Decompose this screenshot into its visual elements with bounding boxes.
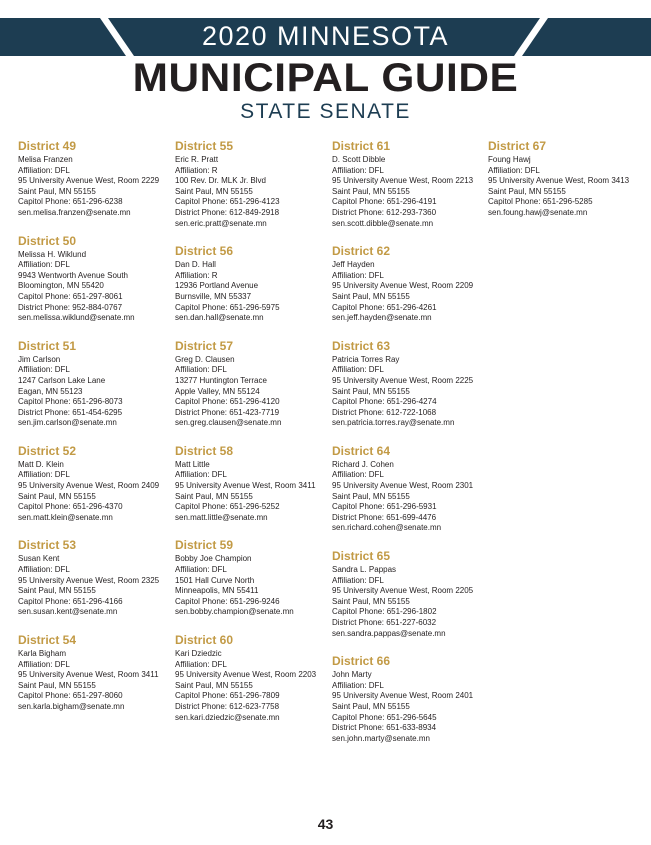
contact-line: Capitol Phone: 651-296-4274 (332, 397, 437, 407)
district-entry (175, 139, 325, 229)
senator-name: Matt Little (175, 459, 210, 469)
contact-line: Affiliation: DFL (332, 165, 384, 175)
contact-line: Saint Paul, MN 55155 (332, 596, 410, 606)
senator-email[interactable]: sen.kari.dziedzic@senate.mn (175, 712, 280, 722)
contact-line: Capitol Phone: 651-296-8073 (18, 397, 123, 407)
contact-line: Saint Paul, MN 55155 (332, 186, 410, 196)
directory-column (332, 139, 482, 759)
senator-name: Melisa Franzen (18, 155, 73, 164)
contact-line: Capitol Phone: 651-296-4261 (332, 302, 437, 312)
contact-line: 95 University Avenue West, Room 2229 (18, 176, 160, 186)
contact-line: Capitol Phone: 651-296-5931 (332, 502, 437, 512)
contact-line: Affiliation: DFL (18, 659, 70, 669)
district-entry (332, 654, 482, 744)
senator-name: Karla Bigham (18, 649, 67, 658)
senator-name: Jim Carlson (18, 354, 61, 364)
contact-line: 95 University Avenue West, Room 2213 (332, 176, 474, 186)
district-entry (175, 538, 325, 618)
contact-line: 95 University Avenue West, Room 2401 (332, 691, 474, 701)
district-heading: District 59 (175, 538, 234, 553)
contact-line: 95 University Avenue West, Room 2209 (332, 281, 474, 291)
senator-name: Matt D. Klein (18, 459, 64, 469)
contact-line: Saint Paul, MN 55155 (332, 491, 410, 501)
contact-line: Capitol Phone: 651-296-6238 (18, 197, 123, 207)
senator-email[interactable]: sen.greg.clausen@senate.mn (175, 418, 282, 428)
district-heading: District 54 (18, 633, 77, 647)
contact-line: 95 University Avenue West, Room 2409 (18, 481, 160, 491)
contact-line: Affiliation: DFL (18, 365, 70, 375)
contact-line: 1501 Hall Curve North (175, 575, 255, 585)
contact-line: District Phone: 651-423-7719 (175, 407, 280, 417)
contact-line: 13277 Huntington Terrace (175, 375, 267, 385)
contact-line: District Phone: 651-633-8934 (332, 723, 437, 733)
directory-column (175, 139, 325, 738)
contact-line: Capitol Phone: 651-296-5975 (175, 302, 280, 312)
senator-email[interactable]: sen.foung.hawj@senate.mn (488, 207, 588, 217)
senator-name: Greg D. Clausen (175, 354, 235, 364)
contact-line: 12936 Portland Avenue (175, 281, 259, 291)
contact-line: District Phone: 612-722-1068 (332, 407, 437, 417)
district-heading: District 67 (488, 139, 547, 153)
contact-line: District Phone: 651-699-4476 (332, 512, 437, 522)
contact-line: Affiliation: DFL (18, 260, 70, 270)
senator-email[interactable]: sen.john.marty@senate.mn (332, 733, 430, 743)
contact-line: Capitol Phone: 651-296-1802 (332, 607, 437, 617)
contact-line: Saint Paul, MN 55155 (488, 186, 566, 196)
contact-line: Affiliation: DFL (488, 165, 540, 175)
senator-email[interactable]: sen.jim.carlson@senate.mn (18, 418, 117, 428)
directory-column (18, 139, 168, 728)
contact-line: Saint Paul, MN 55155 (175, 680, 253, 690)
contact-line: 95 University Avenue West, Room 2225 (332, 375, 474, 385)
senator-name: Kari Dziedzic (175, 649, 222, 658)
district-entry (175, 339, 325, 429)
district-heading: District 63 (332, 338, 391, 353)
senator-email[interactable]: sen.melissa.wiklund@senate.mn (18, 313, 135, 323)
contact-line: Saint Paul, MN 55155 (18, 680, 96, 690)
senator-email[interactable]: sen.melisa.franzen@senate.mn (18, 207, 131, 217)
contact-line: Affiliation: R (175, 270, 218, 280)
senator-name: Melissa H. Wiklund (18, 249, 87, 259)
contact-line: Capitol Phone: 651-296-4120 (175, 397, 280, 407)
district-heading: District 61 (332, 139, 391, 153)
contact-line: Saint Paul, MN 55155 (175, 186, 253, 196)
contact-line: Capitol Phone: 651-296-9246 (175, 596, 280, 606)
contact-line: District Phone: 651-227-6032 (332, 618, 437, 627)
district-entry (18, 234, 168, 324)
contact-line: Affiliation: DFL (332, 365, 384, 375)
contact-line: District Phone: 952-884-0767 (18, 302, 123, 312)
contact-line: District Phone: 612-623-7758 (175, 701, 280, 711)
contact-line: 95 University Avenue West, Room 3411 (18, 670, 159, 680)
district-entry (332, 549, 482, 639)
district-entry (332, 139, 482, 229)
district-heading: District 56 (175, 244, 234, 259)
senator-email[interactable]: sen.matt.little@senate.mn (175, 512, 268, 522)
contact-line: 95 University Avenue West, Room 3413 (488, 176, 630, 186)
contact-line: Affiliation: DFL (175, 365, 227, 375)
directory-column (488, 139, 638, 234)
senator-email[interactable]: sen.eric.pratt@senate.mn (175, 218, 267, 228)
contact-line: 95 University Avenue West, Room 2301 (332, 481, 474, 491)
senator-name: John Marty (332, 670, 372, 680)
district-heading: District 58 (175, 443, 234, 458)
senator-name: Susan Kent (18, 554, 60, 564)
district-entry (18, 339, 168, 429)
contact-line: District Phone: 612-849-2918 (175, 207, 280, 217)
contact-line: Affiliation: R (175, 165, 218, 175)
senator-name: Bobby Joe Champion (175, 554, 252, 564)
contact-line: Capitol Phone: 651-296-4191 (332, 197, 437, 207)
senator-email[interactable]: sen.scott.dibble@senate.mn (332, 218, 434, 228)
contact-line: District Phone: 612-293-7360 (332, 207, 437, 217)
contact-line: Capitol Phone: 651-296-5645 (332, 712, 437, 722)
district-entry (332, 444, 482, 534)
contact-line: Capitol Phone: 651-296-7809 (175, 691, 280, 701)
contact-line: Saint Paul, MN 55155 (175, 491, 253, 501)
contact-line: 95 University Avenue West, Room 2205 (332, 586, 474, 596)
contact-line: Saint Paul, MN 55155 (18, 491, 96, 501)
contact-line: 95 University Avenue West, Room 2203 (175, 670, 317, 680)
contact-line: Saint Paul, MN 55155 (332, 291, 410, 301)
page-subtitle: STATE SENATE (240, 100, 411, 123)
senator-name: Foung Hawj (488, 155, 531, 164)
contact-line: 95 University Avenue West, Room 3411 (175, 481, 316, 491)
contact-line: Capitol Phone: 651-296-4166 (18, 596, 123, 606)
contact-line: Capitol Phone: 651-296-5285 (488, 197, 593, 207)
contact-line: 9943 Wentworth Avenue South (18, 270, 129, 280)
senator-email[interactable]: sen.jeff.hayden@senate.mn (332, 313, 432, 323)
district-entry (18, 444, 168, 524)
contact-line: Saint Paul, MN 55155 (332, 386, 410, 396)
district-heading: District 53 (18, 538, 77, 553)
contact-line: Eagan, MN 55123 (18, 386, 83, 396)
senator-name: Dan D. Hall (175, 260, 216, 270)
senator-name: Eric R. Pratt (175, 155, 219, 164)
district-entry (18, 538, 168, 618)
contact-line: Affiliation: DFL (175, 565, 227, 575)
contact-line: Affiliation: DFL (18, 165, 70, 175)
senator-name: Richard J. Cohen (332, 459, 394, 469)
contact-line: Apple Valley, MN 55124 (175, 386, 260, 396)
contact-line: Capitol Phone: 651-297-8061 (18, 291, 123, 301)
page-title: MUNICIPAL GUIDE (132, 56, 519, 100)
contact-line: Affiliation: DFL (332, 470, 384, 480)
senator-email[interactable]: sen.dan.hall@senate.mn (175, 313, 264, 323)
contact-line: Saint Paul, MN 55155 (18, 186, 96, 196)
senator-name: Patricia Torres Ray (332, 354, 400, 364)
district-entry (175, 244, 325, 324)
contact-line: Saint Paul, MN 55155 (332, 701, 410, 711)
district-entry (175, 444, 325, 524)
contact-line: Bloomington, MN 55420 (18, 281, 104, 291)
contact-line: Minneapolis, MN 55411 (175, 586, 259, 596)
district-entry (332, 244, 482, 324)
contact-line: Affiliation: DFL (175, 659, 227, 669)
page-number: 43 (317, 816, 334, 832)
senator-name: Sandra L. Pappas (332, 565, 397, 575)
contact-line: Affiliation: DFL (18, 565, 70, 575)
senator-email[interactable]: sen.matt.klein@senate.mn (18, 512, 113, 522)
senator-email[interactable]: sen.patricia.torres.ray@senate.mn (332, 418, 455, 428)
district-entry (175, 633, 325, 723)
contact-line: Affiliation: DFL (332, 270, 384, 280)
senator-email[interactable]: sen.sandra.pappas@senate.mn (332, 628, 446, 638)
contact-line: 100 Rev. Dr. MLK Jr. Blvd (175, 176, 266, 186)
senator-name: D. Scott Dibble (332, 155, 386, 164)
contact-line: 95 University Avenue West, Room 2325 (18, 575, 160, 585)
district-heading: District 57 (175, 338, 234, 353)
contact-line: Capitol Phone: 651-296-5252 (175, 502, 280, 512)
contact-line: Burnsville, MN 55337 (175, 291, 252, 301)
senator-email[interactable]: sen.bobby.champion@senate.mn (175, 607, 294, 617)
district-heading: District 51 (18, 338, 77, 353)
district-entry (18, 633, 168, 713)
contact-line: Affiliation: DFL (332, 680, 384, 690)
senator-name: Jeff Hayden (332, 260, 375, 270)
district-heading: District 50 (18, 233, 77, 248)
senator-email[interactable]: sen.karla.bigham@senate.mn (18, 701, 125, 711)
district-entry (332, 339, 482, 429)
contact-line: Affiliation: DFL (332, 575, 384, 585)
senator-email[interactable]: sen.richard.cohen@senate.mn (332, 523, 442, 533)
district-heading: District 64 (332, 443, 391, 458)
contact-line: Affiliation: DFL (175, 470, 227, 480)
contact-line: Capitol Phone: 651-297-8060 (18, 691, 123, 701)
district-heading: District 62 (332, 244, 391, 259)
contact-line: Saint Paul, MN 55155 (18, 586, 96, 596)
banner-title: 2020 MINNESOTA (201, 21, 450, 51)
district-entry (18, 139, 168, 219)
district-heading: District 49 (18, 139, 77, 153)
contact-line: District Phone: 651-454-6295 (18, 407, 123, 417)
contact-line: Affiliation: DFL (18, 470, 70, 480)
district-heading: District 55 (175, 139, 234, 153)
contact-line: 1247 Carlson Lake Lane (18, 375, 106, 385)
senator-email[interactable]: sen.susan.kent@senate.mn (18, 607, 118, 617)
district-heading: District 66 (332, 654, 391, 669)
district-entry (488, 139, 638, 219)
district-heading: District 52 (18, 443, 77, 458)
district-heading: District 60 (175, 633, 234, 647)
contact-line: Capitol Phone: 651-296-4123 (175, 197, 280, 207)
contact-line: Capitol Phone: 651-296-4370 (18, 502, 123, 512)
district-heading: District 65 (332, 549, 391, 564)
